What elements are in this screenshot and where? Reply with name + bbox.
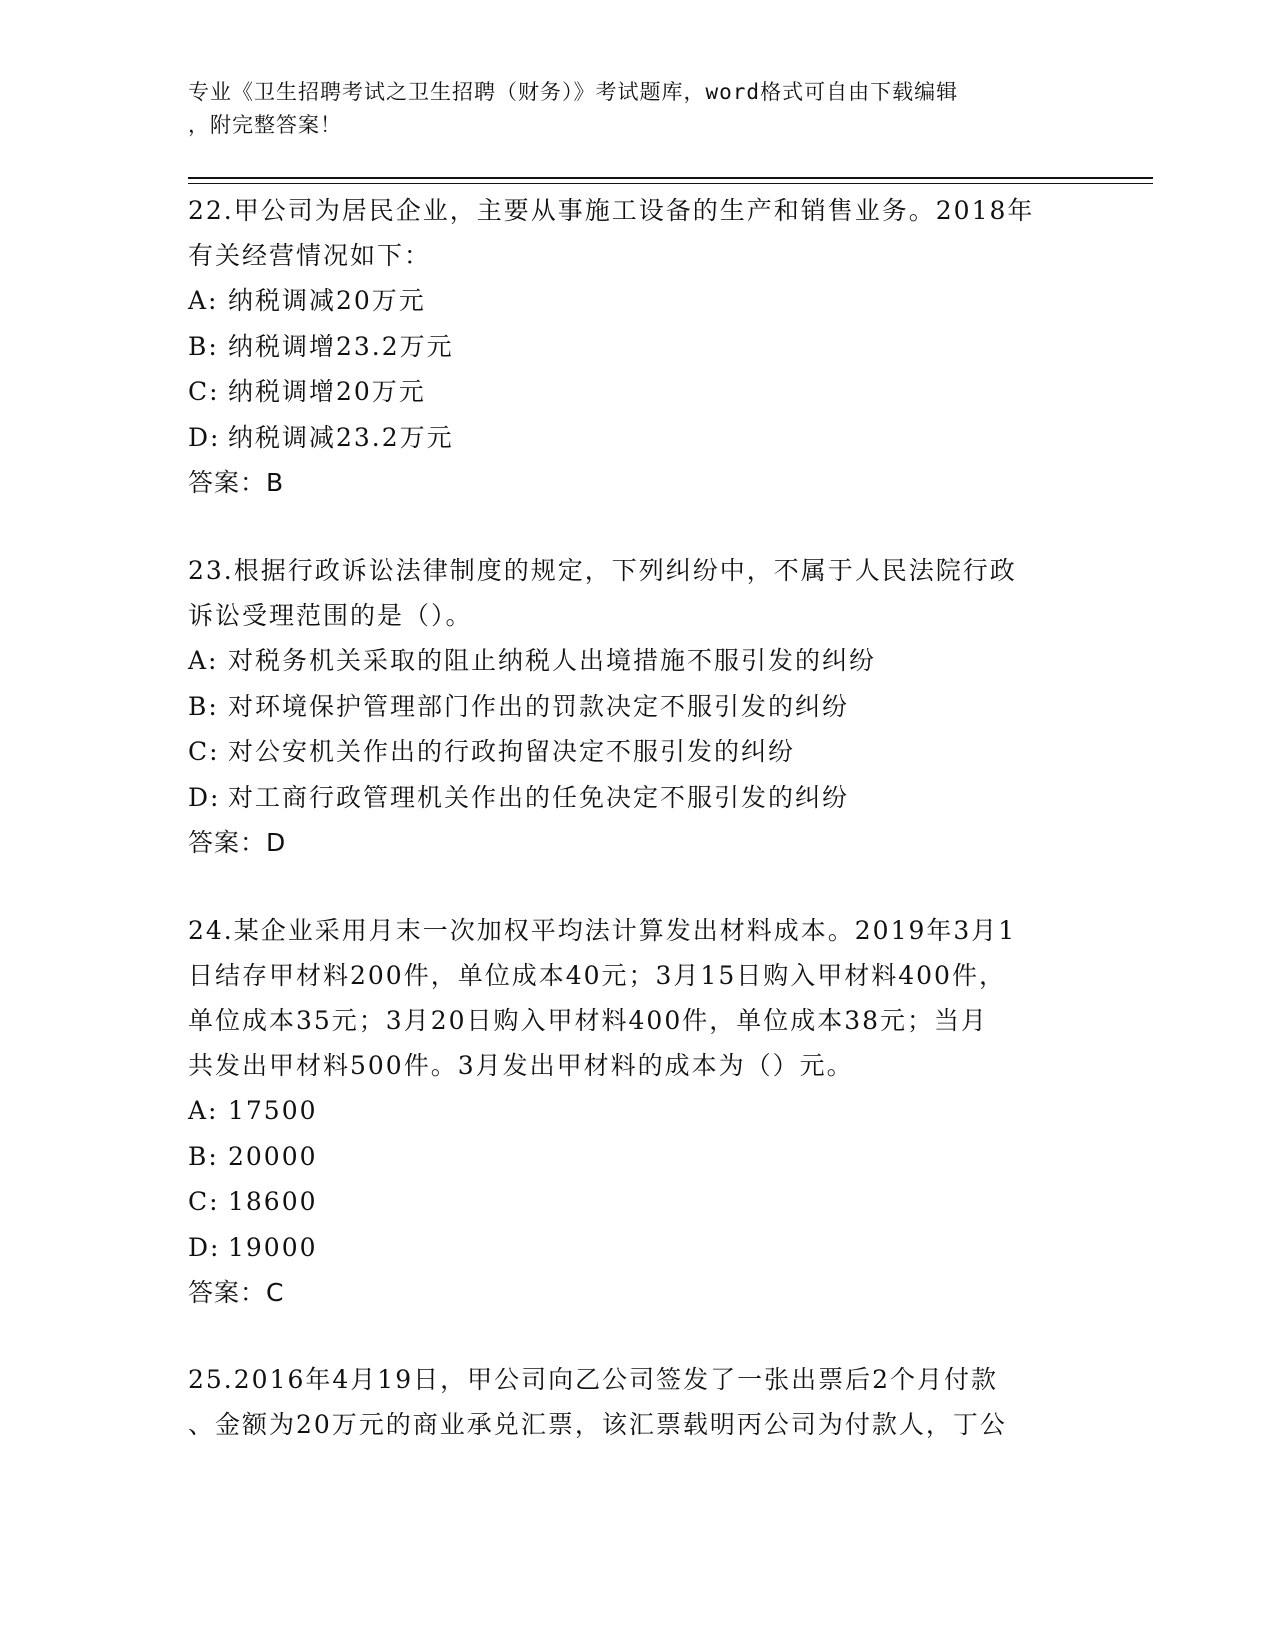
option-text: 对税务机关采取的阻止纳税人出境措施不服引发的纠纷 xyxy=(228,646,877,675)
option-letter: B: xyxy=(188,331,219,361)
question-stem xyxy=(188,548,1078,638)
stem-line: 日结存甲材料200件，单位成本40元；3月15日购入甲材料400件， xyxy=(188,961,1006,990)
option-letter: A: xyxy=(188,286,219,315)
stem-line: 23.根据行政诉讼法律制度的规定，下列纠纷中，不属于人民法院行政 xyxy=(188,556,1017,585)
option-text: 纳税调减23.2万元 xyxy=(228,422,454,452)
option-c xyxy=(188,729,1078,775)
header-line-1: 专业《卫生招聘考试之卫生招聘（财务）》考试题库，word格式可自由下载编辑 xyxy=(188,80,959,104)
option-c xyxy=(188,1179,1078,1225)
option-letter: A: xyxy=(188,646,219,675)
option-list xyxy=(188,1088,1078,1270)
stem-line: 24.某企业采用月末一次加权平均法计算发出材料成本。2019年3月1 xyxy=(188,916,1017,945)
option-letter: D: xyxy=(188,782,221,812)
answer-line: 答案：B xyxy=(188,468,285,497)
option-d xyxy=(188,775,1078,821)
option-letter: C: xyxy=(188,377,220,406)
question-stem xyxy=(188,908,1078,1088)
option-c xyxy=(188,369,1078,415)
stem-line: 单位成本35元；3月20日购入甲材料400件，单位成本38元；当月 xyxy=(188,1006,989,1035)
answer-line: 答案：C xyxy=(188,1278,285,1307)
stem-line: 共发出甲材料500件。3月发出甲材料的成本为（）元。 xyxy=(188,1051,854,1080)
option-text: 20000 xyxy=(228,1141,318,1171)
option-b xyxy=(188,684,1078,730)
option-text: 18600 xyxy=(228,1187,318,1216)
option-letter: D: xyxy=(188,422,221,452)
question-stem xyxy=(188,1357,1078,1447)
answer-line: 答案：D xyxy=(188,828,287,857)
option-text: 纳税调增20万元 xyxy=(228,377,426,406)
stem-line: 、金额为20万元的商业承兑汇票，该汇票载明丙公司为付款人，丁公 xyxy=(188,1410,1007,1439)
option-letter: C: xyxy=(188,737,220,766)
stem-line: 25.2016年4月19日，甲公司向乙公司签发了一张出票后2个月付款 xyxy=(188,1365,999,1394)
option-a xyxy=(188,278,1078,324)
option-a xyxy=(188,1088,1078,1134)
option-letter: B: xyxy=(188,691,219,721)
option-a xyxy=(188,638,1078,684)
option-letter: B: xyxy=(188,1141,219,1171)
option-letter: A: xyxy=(188,1096,219,1125)
header-divider xyxy=(188,177,1153,179)
option-text: 对公安机关作出的行政拘留决定不服引发的纠纷 xyxy=(228,737,796,766)
header-line-2: ，附完整答案！ xyxy=(188,113,342,137)
option-text: 19000 xyxy=(228,1232,318,1262)
option-letter: C: xyxy=(188,1187,220,1216)
stem-line: 22.甲公司为居民企业，主要从事施工设备的生产和销售业务。2018年 xyxy=(188,196,1035,225)
question-25 xyxy=(188,1357,1078,1447)
question-stem xyxy=(188,188,1078,278)
question-24 xyxy=(188,908,1078,1315)
document-header xyxy=(188,76,1068,142)
option-text: 对环境保护管理部门作出的罚款决定不服引发的纠纷 xyxy=(228,691,850,721)
option-list xyxy=(188,278,1078,460)
option-letter: D: xyxy=(188,1232,221,1262)
option-b xyxy=(188,324,1078,370)
stem-line: 诉讼受理范围的是（）。 xyxy=(188,601,473,630)
option-b xyxy=(188,1134,1078,1180)
option-d xyxy=(188,1225,1078,1271)
option-text: 对工商行政管理机关作出的任免决定不服引发的纠纷 xyxy=(228,782,850,812)
header-divider-thin xyxy=(188,183,1153,184)
option-text: 17500 xyxy=(228,1096,318,1125)
question-22 xyxy=(188,188,1078,505)
option-list xyxy=(188,638,1078,820)
option-text: 纳税调增23.2万元 xyxy=(228,331,454,361)
question-23 xyxy=(188,548,1078,865)
option-d xyxy=(188,415,1078,461)
option-text: 纳税调减20万元 xyxy=(228,286,426,315)
stem-line: 有关经营情况如下： xyxy=(188,241,432,270)
